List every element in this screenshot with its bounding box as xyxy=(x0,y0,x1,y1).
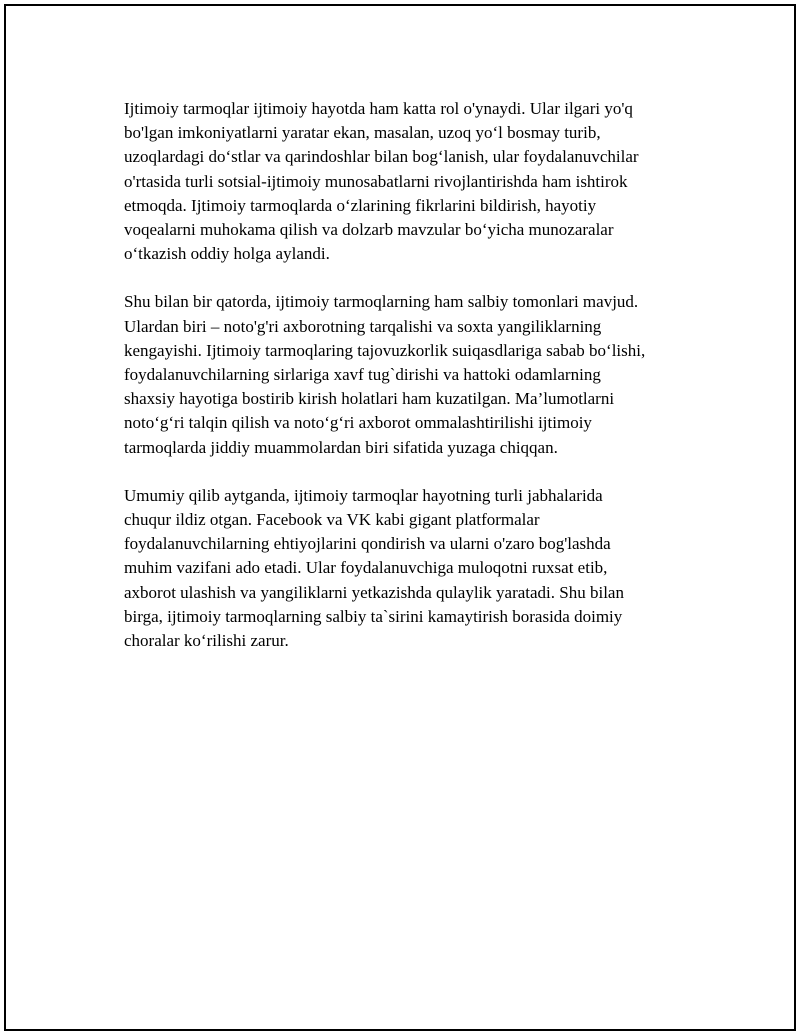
text-line: birga, ijtimoiy tarmoqlarning salbiy ta`sirini kamaytirish borasida doimiy xyxy=(124,606,623,626)
text-line: muhim vazifani ado etadi. Ular foydalanuvchiga muloqotni ruxsat etib, xyxy=(124,558,608,578)
text-line: shaxsiy hayotiga bostirib kirish holatlari ham kuzatilgan. Ma’lumotlarni xyxy=(124,389,615,409)
text-line: kengayishi. Ijtimoiy tarmoqlaring tajovuzkorlik suiqasdlariga sabab bo‘lishi, xyxy=(124,340,646,360)
page-frame xyxy=(4,4,796,1031)
text-line: etmoqda. Ijtimoiy tarmoqlarda o‘zlarining fikrlarini bildirish, hayotiy xyxy=(124,195,597,215)
text-line: o'rtasida turli sotsial-ijtimoiy munosabatlarni rivojlantirishda ham ishtirok xyxy=(124,171,628,191)
text-line: axborot ulashish va yangiliklarni yetkazishda qulaylik yaratadi. Shu bilan xyxy=(124,582,624,602)
paragraph-2 xyxy=(124,290,704,459)
text-line: foydalanuvchilarning sirlariga xavf tug`dirishi va hattoki odamlarning xyxy=(124,365,601,385)
text-line: choralar ko‘rilishi zarur. xyxy=(124,631,289,651)
text-line: tarmoqlarda jiddiy muammolardan biri sifatida yuzaga chiqqan. xyxy=(124,437,558,457)
text-line: Shu bilan bir qatorda, ijtimoiy tarmoqlarning ham salbiy tomonlari mavjud. xyxy=(124,292,639,312)
document-body xyxy=(124,97,704,653)
paragraph-3 xyxy=(124,484,704,653)
text-line: Umumiy qilib aytganda, ijtimoiy tarmoqlar hayotning turli jabhalarida xyxy=(124,485,603,505)
text-line: foydalanuvchilarning ehtiyojlarini qondirish va ularni o'zaro bog'lashda xyxy=(124,534,611,554)
text-line: voqealarni muhokama qilish va dolzarb mavzular bo‘yicha munozaralar xyxy=(124,220,614,240)
text-line: Ijtimoiy tarmoqlar ijtimoiy hayotda ham katta rol o'ynaydi. Ular ilgari yo'q xyxy=(124,99,633,118)
text-line: uzoqlardagi do‘stlar va qarindoshlar bilan bog‘lanish, ular foydalanuvchilar xyxy=(124,147,639,167)
text-line: bo'lgan imkoniyatlarni yaratar ekan, masalan, uzoq yo‘l bosmay turib, xyxy=(124,123,601,143)
text-line: o‘tkazish oddiy holga aylandi. xyxy=(124,244,330,264)
text-line: noto‘g‘ri talqin qilish va noto‘g‘ri axborot ommalashtirilishi ijtimoiy xyxy=(124,413,592,433)
paragraph-1 xyxy=(124,97,704,266)
text-line: chuqur ildiz otgan. Facebook va VK kabi gigant platformalar xyxy=(124,510,540,530)
text-line: Ulardan biri – noto'g'ri axborotning tarqalishi va soxta yangiliklarning xyxy=(124,316,602,336)
